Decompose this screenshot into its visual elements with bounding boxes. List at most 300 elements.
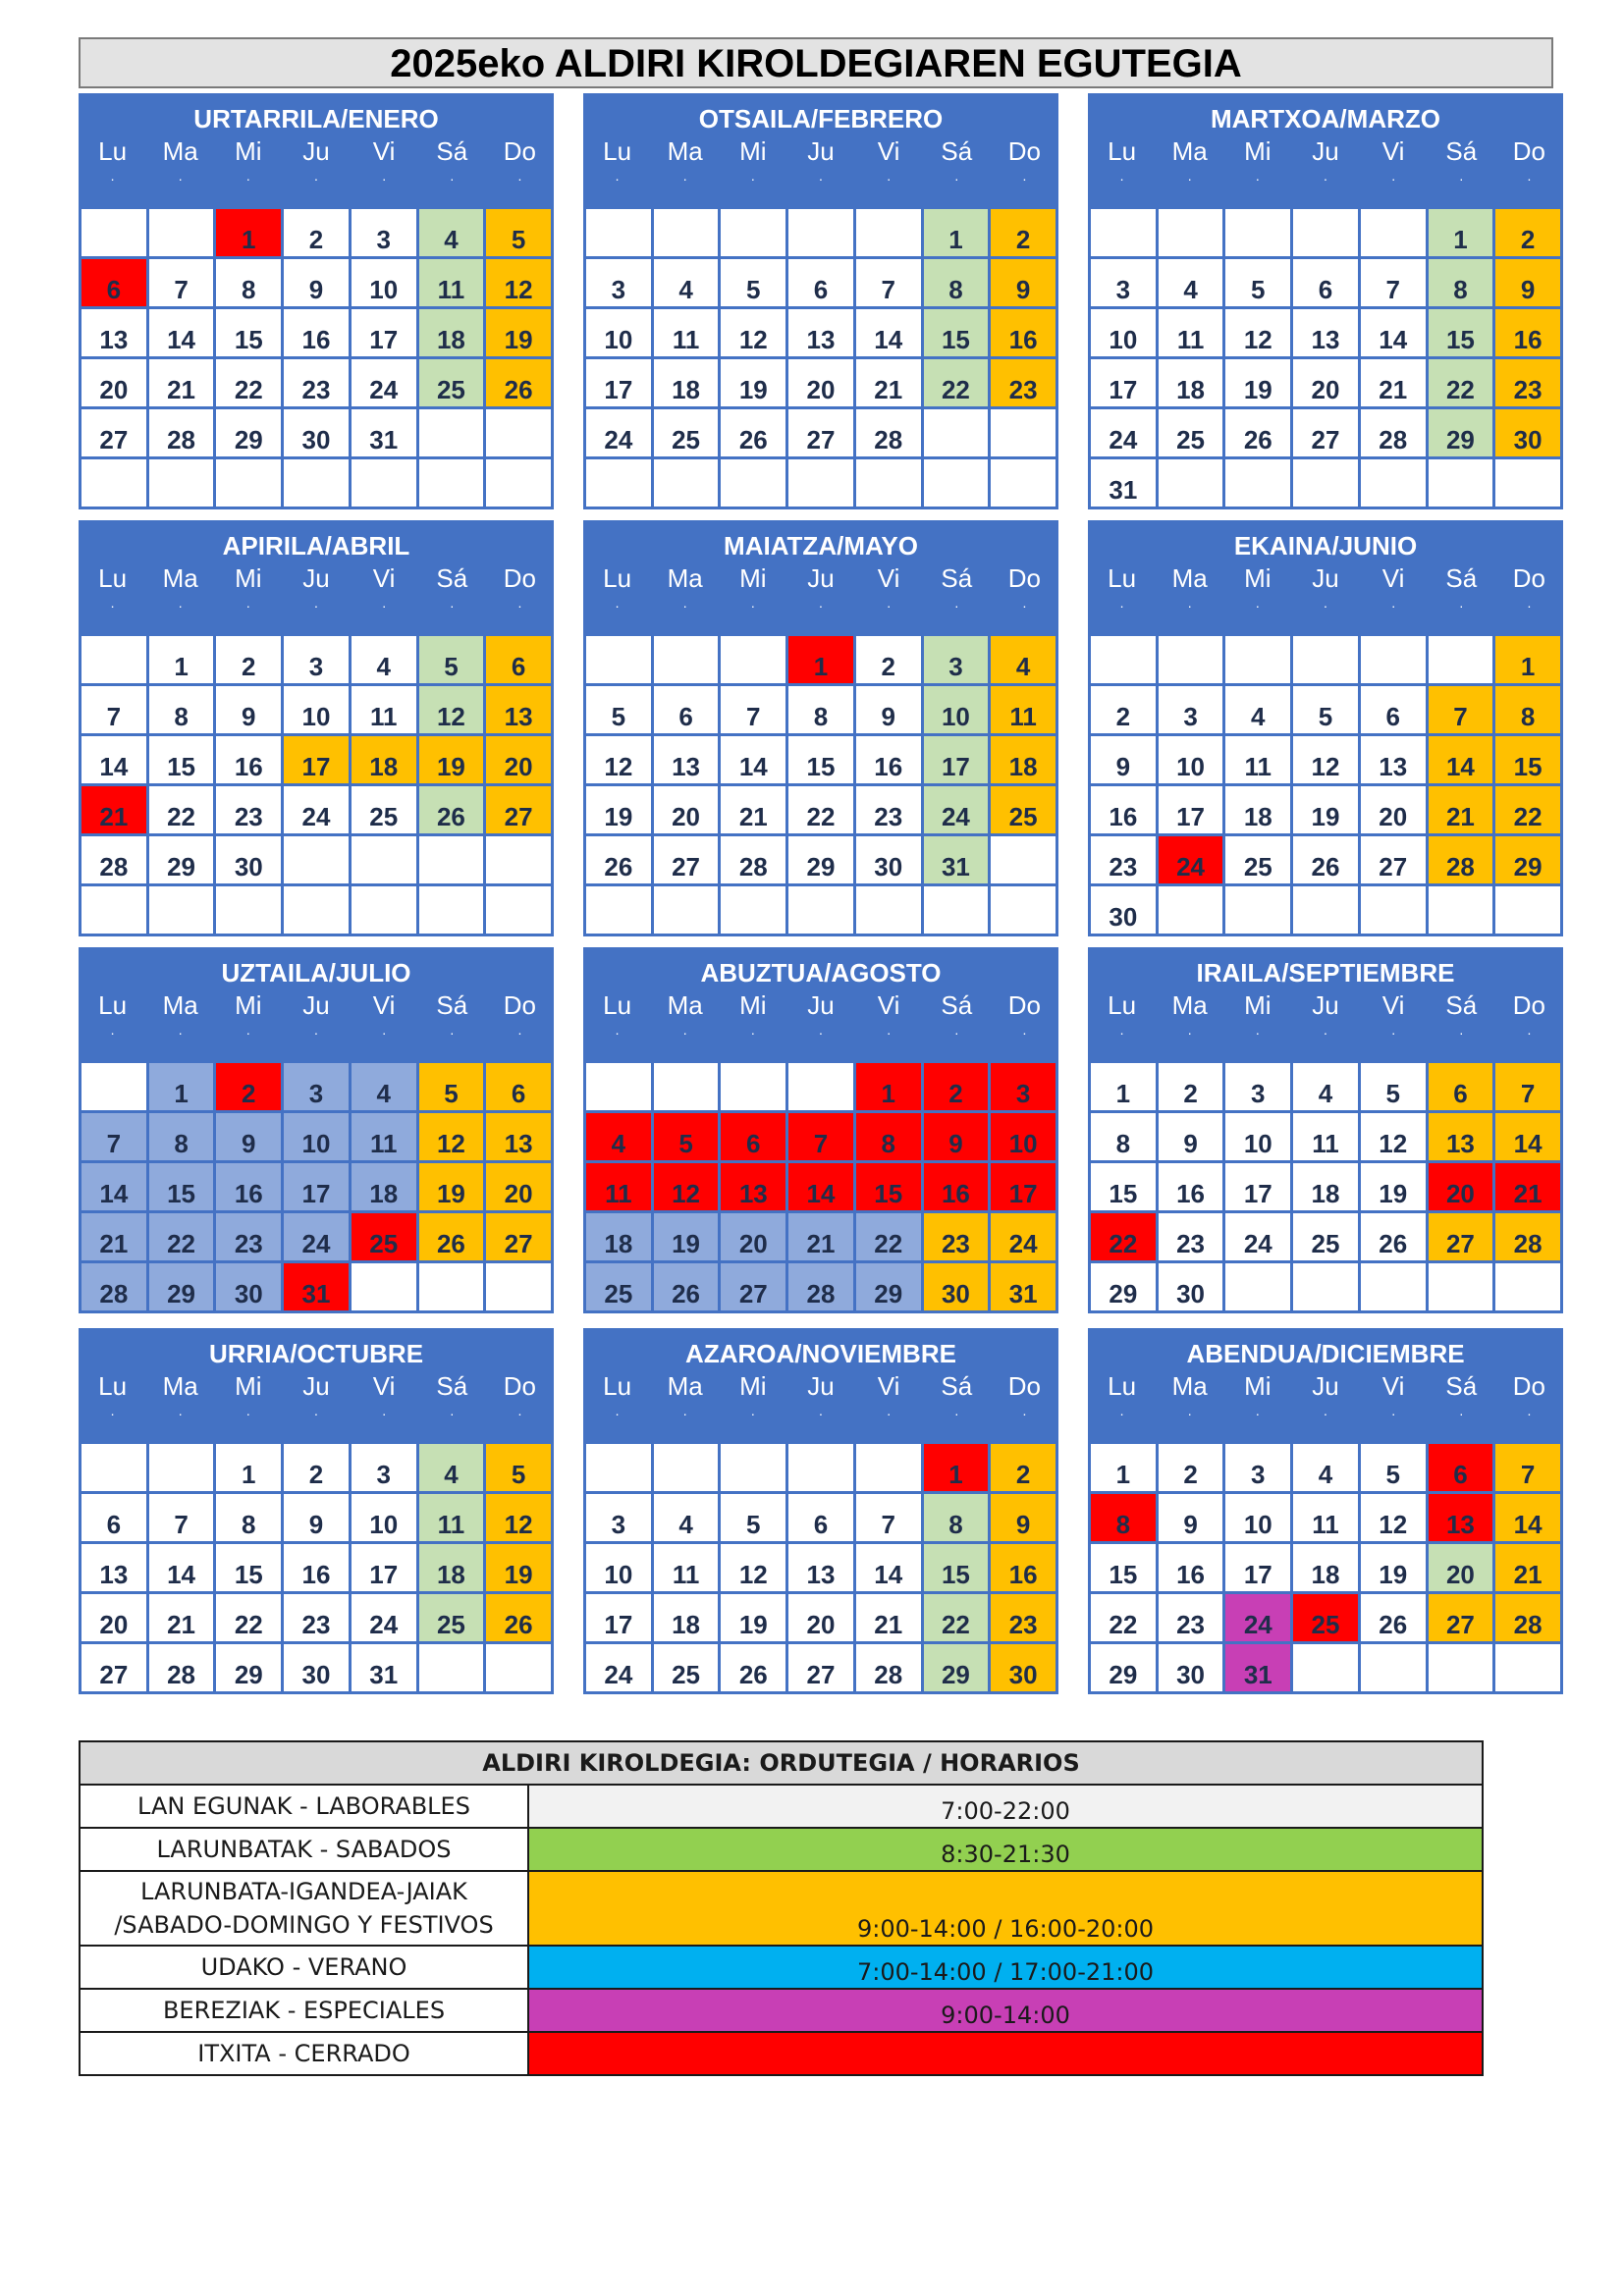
day-cell: 26 <box>721 1644 788 1694</box>
day-cell: 27 <box>788 409 856 459</box>
weekday-label: Lu <box>98 136 128 166</box>
day-cell: 24 <box>1225 1213 1293 1263</box>
weekday-label: Sá <box>1445 990 1478 1020</box>
day-cell: 6 <box>788 259 856 309</box>
weekday-label: Mi <box>1244 1371 1272 1401</box>
hours-label: LAN EGUNAK - LABORABLES <box>80 1785 528 1828</box>
month-name: MAIATZA/MAYO <box>724 531 918 561</box>
empty-cell <box>924 409 992 459</box>
day-cell: 16 <box>1091 786 1159 836</box>
day-cell: 28 <box>81 836 149 886</box>
day-cell: 26 <box>419 786 487 836</box>
weekday-dot: . <box>819 1403 823 1418</box>
empty-cell <box>586 209 654 259</box>
month-block <box>79 520 554 936</box>
day-cell: 11 <box>1293 1494 1361 1544</box>
day-cell: 28 <box>1495 1213 1563 1263</box>
weekday-label: Ma <box>162 1371 198 1401</box>
weekday-dot: . <box>1119 168 1124 184</box>
day-cell: 22 <box>924 359 992 409</box>
empty-cell <box>1361 209 1429 259</box>
weekday-label: Ju <box>807 990 835 1020</box>
day-cell: 19 <box>419 736 487 786</box>
day-cell: 24 <box>1091 409 1159 459</box>
day-cell: 31 <box>991 1263 1058 1313</box>
day-grid <box>79 1060 554 1313</box>
month-name: OTSAILA/FEBRERO <box>698 104 944 133</box>
day-cell: 18 <box>419 309 487 359</box>
day-cell: 7 <box>1361 259 1429 309</box>
month-block <box>1088 93 1563 509</box>
weekday-label: Lu <box>98 990 128 1020</box>
weekday-label: Ju <box>302 136 330 166</box>
weekday-dot: . <box>517 595 522 611</box>
empty-cell <box>654 636 722 686</box>
weekday-label: Vi <box>877 1371 900 1401</box>
day-cell: 4 <box>352 636 419 686</box>
month-name: APIRILA/ABRIL <box>222 531 410 561</box>
day-cell: 23 <box>216 1213 284 1263</box>
day-cell: 14 <box>81 736 149 786</box>
day-cell: 23 <box>1159 1213 1226 1263</box>
weekday-label: Do <box>1007 990 1042 1020</box>
day-cell: 29 <box>149 836 217 886</box>
day-cell: 1 <box>924 1444 992 1494</box>
day-cell: 6 <box>1429 1444 1496 1494</box>
day-cell: 9 <box>1091 736 1159 786</box>
weekday-label: Mi <box>739 990 767 1020</box>
day-cell: 25 <box>352 1213 419 1263</box>
hours-label: BEREZIAK - ESPECIALES <box>80 1989 528 2032</box>
weekday-label: Vi <box>1381 563 1405 593</box>
weekday-label: Sá <box>941 990 973 1020</box>
month-name: MARTXOA/MARZO <box>1211 104 1440 133</box>
empty-cell <box>419 459 487 509</box>
day-cell: 28 <box>1495 1594 1563 1644</box>
day-cell: 3 <box>284 1063 352 1113</box>
day-cell: 20 <box>486 736 554 786</box>
day-cell: 24 <box>1225 1594 1293 1644</box>
day-cell: 7 <box>856 1494 924 1544</box>
weekday-dot: . <box>887 168 892 184</box>
weekday-dot: . <box>1391 168 1396 184</box>
empty-cell <box>419 1263 487 1313</box>
month-name: URRIA/OCTUBRE <box>208 1339 424 1368</box>
day-cell: 19 <box>586 786 654 836</box>
day-cell: 16 <box>856 736 924 786</box>
day-cell: 28 <box>1361 409 1429 459</box>
weekday-label: Sá <box>941 136 973 166</box>
day-cell: 8 <box>924 1494 992 1544</box>
weekday-label: Do <box>1007 1371 1042 1401</box>
day-cell: 14 <box>1495 1494 1563 1544</box>
day-cell: 30 <box>284 409 352 459</box>
day-cell: 27 <box>1361 836 1429 886</box>
day-grid <box>79 1441 554 1694</box>
month-name: IRAILA/SEPTIEMBRE <box>1196 958 1455 988</box>
weekday-dot: . <box>819 168 823 184</box>
empty-cell <box>1091 636 1159 686</box>
empty-cell <box>1293 1263 1361 1313</box>
empty-cell <box>1361 459 1429 509</box>
day-cell: 25 <box>1293 1594 1361 1644</box>
weekday-dot: . <box>1527 1022 1532 1038</box>
month-block <box>79 93 554 509</box>
day-grid <box>583 206 1058 509</box>
day-cell: 10 <box>1225 1113 1293 1163</box>
empty-cell <box>1429 886 1496 936</box>
day-cell: 20 <box>81 1594 149 1644</box>
weekday-dot: . <box>1391 1403 1396 1418</box>
empty-cell <box>1293 209 1361 259</box>
day-cell: 19 <box>1293 786 1361 836</box>
day-cell: 17 <box>352 309 419 359</box>
weekday-row <box>583 136 1058 166</box>
day-cell: 12 <box>721 309 788 359</box>
day-cell: 3 <box>924 636 992 686</box>
day-grid <box>79 206 554 509</box>
day-cell: 27 <box>486 786 554 836</box>
month-header <box>79 1328 554 1441</box>
weekday-label: Ju <box>807 563 835 593</box>
day-cell: 2 <box>216 636 284 686</box>
day-cell: 8 <box>924 259 992 309</box>
hours-row-weekends-holidays <box>80 1871 1483 1946</box>
weekday-label: Do <box>503 990 537 1020</box>
day-cell: 8 <box>1091 1113 1159 1163</box>
day-cell: 10 <box>284 1113 352 1163</box>
day-cell: 13 <box>788 1544 856 1594</box>
empty-cell <box>352 1263 419 1313</box>
weekday-dot: . <box>750 1403 755 1418</box>
month-block <box>583 93 1058 509</box>
day-cell: 3 <box>1225 1063 1293 1113</box>
empty-cell <box>991 409 1058 459</box>
weekday-label: Ma <box>1171 136 1208 166</box>
weekday-label: Mi <box>1244 136 1272 166</box>
day-cell: 14 <box>149 1544 217 1594</box>
day-cell: 27 <box>721 1263 788 1313</box>
day-cell: 24 <box>352 1594 419 1644</box>
hours-row-special <box>80 1989 1483 2032</box>
weekday-label: Sá <box>436 1371 468 1401</box>
day-cell: 30 <box>284 1644 352 1694</box>
weekday-dot: . <box>954 168 959 184</box>
day-cell: 8 <box>216 259 284 309</box>
empty-cell <box>81 1063 149 1113</box>
empty-cell <box>352 886 419 936</box>
day-cell: 29 <box>1091 1263 1159 1313</box>
day-cell: 3 <box>1091 259 1159 309</box>
day-cell: 18 <box>419 1544 487 1594</box>
day-cell: 23 <box>216 786 284 836</box>
weekday-label: Ju <box>1312 990 1339 1020</box>
weekday-label: Ma <box>162 136 198 166</box>
weekday-label: Lu <box>603 136 632 166</box>
day-cell: 11 <box>1293 1113 1361 1163</box>
day-cell: 2 <box>1159 1444 1226 1494</box>
empty-cell <box>788 1063 856 1113</box>
weekday-dot: . <box>314 595 318 611</box>
day-cell: 26 <box>419 1213 487 1263</box>
day-cell: 2 <box>991 209 1058 259</box>
day-cell: 24 <box>284 1213 352 1263</box>
weekday-label: Vi <box>877 990 900 1020</box>
weekday-dot: . <box>178 1022 183 1038</box>
empty-cell <box>1225 886 1293 936</box>
weekday-dot: . <box>1022 1022 1027 1038</box>
weekday-dot: . <box>314 1022 318 1038</box>
weekday-dot: . <box>750 168 755 184</box>
weekday-label: Vi <box>1381 990 1405 1020</box>
empty-cell <box>1429 1644 1496 1694</box>
weekday-label: Ju <box>302 990 330 1020</box>
day-cell: 3 <box>991 1063 1058 1113</box>
weekday-dot: . <box>1022 168 1027 184</box>
day-cell: 21 <box>81 1213 149 1263</box>
empty-cell <box>856 209 924 259</box>
empty-cell <box>486 886 554 936</box>
weekday-label: Sá <box>1445 563 1478 593</box>
empty-cell <box>486 1263 554 1313</box>
day-cell: 8 <box>1495 686 1563 736</box>
weekday-dot: . <box>1459 1403 1464 1418</box>
day-cell: 1 <box>788 636 856 686</box>
weekday-row <box>1088 563 1563 593</box>
day-cell: 13 <box>1429 1494 1496 1544</box>
day-grid <box>583 633 1058 936</box>
empty-cell <box>924 886 992 936</box>
empty-cell <box>1361 636 1429 686</box>
day-cell: 4 <box>419 209 487 259</box>
weekday-label: Ju <box>807 1371 835 1401</box>
empty-cell <box>284 836 352 886</box>
day-cell: 9 <box>216 686 284 736</box>
day-cell: 12 <box>721 1544 788 1594</box>
weekday-dot: . <box>954 595 959 611</box>
weekday-label: Sá <box>941 1371 973 1401</box>
day-cell: 10 <box>352 259 419 309</box>
weekday-dot: . <box>1324 595 1327 611</box>
day-cell: 18 <box>352 1163 419 1213</box>
day-cell: 2 <box>284 209 352 259</box>
day-cell: 29 <box>1091 1644 1159 1694</box>
weekday-label: Ju <box>1312 1371 1339 1401</box>
month-block <box>1088 947 1563 1313</box>
weekday-dot: . <box>1187 1022 1192 1038</box>
day-cell: 9 <box>284 259 352 309</box>
day-cell: 4 <box>1293 1444 1361 1494</box>
weekday-dot: . <box>450 168 455 184</box>
day-cell: 30 <box>216 1263 284 1313</box>
weekday-dot: . <box>1324 1403 1327 1418</box>
day-cell: 23 <box>1495 359 1563 409</box>
day-cell: 28 <box>81 1263 149 1313</box>
empty-cell <box>486 836 554 886</box>
day-cell: 1 <box>1429 209 1496 259</box>
day-cell: 5 <box>721 1494 788 1544</box>
day-cell: 11 <box>1225 736 1293 786</box>
day-cell: 18 <box>1225 786 1293 836</box>
month-block <box>1088 1328 1563 1694</box>
day-cell: 15 <box>788 736 856 786</box>
day-cell: 21 <box>1495 1544 1563 1594</box>
day-cell: 19 <box>486 1544 554 1594</box>
empty-cell <box>856 1444 924 1494</box>
day-cell: 22 <box>1495 786 1563 836</box>
day-cell: 26 <box>1361 1213 1429 1263</box>
day-cell: 29 <box>216 1644 284 1694</box>
month-name: ABUZTUA/AGOSTO <box>700 958 942 988</box>
day-cell: 19 <box>721 1594 788 1644</box>
day-cell: 6 <box>721 1113 788 1163</box>
day-cell: 15 <box>149 736 217 786</box>
empty-cell <box>1361 1644 1429 1694</box>
day-cell: 4 <box>1293 1063 1361 1113</box>
weekday-dot-row <box>1088 1020 1563 1040</box>
weekday-label: Ma <box>1171 1371 1208 1401</box>
day-cell: 3 <box>586 1494 654 1544</box>
day-cell: 18 <box>1293 1544 1361 1594</box>
weekday-label: Mi <box>235 563 262 593</box>
empty-cell <box>1293 1644 1361 1694</box>
day-cell: 1 <box>1495 636 1563 686</box>
day-cell: 16 <box>924 1163 992 1213</box>
hours-label: ITXITA - CERRADO <box>80 2032 528 2075</box>
day-cell: 17 <box>1159 786 1226 836</box>
day-cell: 21 <box>788 1213 856 1263</box>
weekday-dot: . <box>245 168 250 184</box>
month-header <box>583 93 1058 206</box>
day-cell: 1 <box>1091 1444 1159 1494</box>
empty-cell <box>149 886 217 936</box>
weekday-dot: . <box>1527 168 1532 184</box>
day-cell: 30 <box>856 836 924 886</box>
empty-cell <box>1225 209 1293 259</box>
day-cell: 26 <box>1361 1594 1429 1644</box>
weekday-dot: . <box>954 1403 959 1418</box>
weekday-label: Vi <box>1381 1371 1405 1401</box>
weekday-dot-row <box>583 593 1058 613</box>
day-cell: 26 <box>1293 836 1361 886</box>
day-cell: 15 <box>216 309 284 359</box>
day-cell: 5 <box>1361 1444 1429 1494</box>
weekday-label: Lu <box>603 1371 632 1401</box>
weekday-label: Vi <box>372 136 396 166</box>
month-name: URTARRILA/ENERO <box>193 104 439 133</box>
empty-cell <box>924 459 992 509</box>
day-cell: 7 <box>788 1113 856 1163</box>
day-cell: 13 <box>1429 1113 1496 1163</box>
day-cell: 17 <box>284 1163 352 1213</box>
day-cell: 10 <box>352 1494 419 1544</box>
weekday-label: Lu <box>1108 136 1137 166</box>
weekday-dot: . <box>1187 595 1192 611</box>
day-cell: 7 <box>1429 686 1496 736</box>
day-cell: 18 <box>991 736 1058 786</box>
day-cell: 31 <box>352 1644 419 1694</box>
day-cell: 22 <box>788 786 856 836</box>
day-cell: 9 <box>856 686 924 736</box>
day-cell: 20 <box>81 359 149 409</box>
weekday-dot: . <box>382 1403 387 1418</box>
weekday-dot: . <box>1119 595 1124 611</box>
month-block <box>583 1328 1058 1694</box>
day-cell: 10 <box>1159 736 1226 786</box>
empty-cell <box>486 1644 554 1694</box>
empty-cell <box>149 1444 217 1494</box>
day-cell: 17 <box>1225 1544 1293 1594</box>
weekday-label: Lu <box>98 563 128 593</box>
weekday-dot: . <box>682 1022 687 1038</box>
day-cell: 20 <box>1293 359 1361 409</box>
day-cell: 9 <box>991 259 1058 309</box>
day-cell: 4 <box>1159 259 1226 309</box>
day-cell: 13 <box>81 309 149 359</box>
month-header <box>79 520 554 633</box>
weekday-label: Mi <box>739 136 767 166</box>
day-cell: 15 <box>856 1163 924 1213</box>
weekday-label: Ma <box>162 563 198 593</box>
day-cell: 31 <box>1225 1644 1293 1694</box>
day-cell: 29 <box>216 409 284 459</box>
weekday-label: Lu <box>1108 1371 1137 1401</box>
month-header <box>1088 947 1563 1060</box>
day-cell: 8 <box>788 686 856 736</box>
weekday-label: Lu <box>1108 990 1137 1020</box>
day-cell: 9 <box>991 1494 1058 1544</box>
day-cell: 5 <box>721 259 788 309</box>
day-cell: 31 <box>1091 459 1159 509</box>
weekday-dot: . <box>450 595 455 611</box>
empty-cell <box>654 1444 722 1494</box>
month-header <box>1088 520 1563 633</box>
weekday-dot: . <box>314 1403 318 1418</box>
day-cell: 9 <box>284 1494 352 1544</box>
day-cell: 11 <box>1159 309 1226 359</box>
empty-cell <box>788 1444 856 1494</box>
day-cell: 20 <box>1429 1163 1496 1213</box>
day-cell: 30 <box>216 836 284 886</box>
weekday-dot: . <box>1391 595 1396 611</box>
month-header <box>1088 1328 1563 1441</box>
day-cell: 8 <box>1429 259 1496 309</box>
day-cell: 16 <box>216 736 284 786</box>
day-cell: 10 <box>1091 309 1159 359</box>
day-cell: 5 <box>1361 1063 1429 1113</box>
empty-cell <box>1225 459 1293 509</box>
weekday-label: Ju <box>302 1371 330 1401</box>
day-cell: 7 <box>1495 1063 1563 1113</box>
day-cell: 7 <box>856 259 924 309</box>
day-cell: 1 <box>856 1063 924 1113</box>
weekday-dot: . <box>750 1022 755 1038</box>
day-cell: 4 <box>654 259 722 309</box>
weekday-label: Ma <box>667 990 703 1020</box>
day-cell: 20 <box>486 1163 554 1213</box>
month-header <box>1088 93 1563 206</box>
weekday-dot-row <box>79 1020 554 1040</box>
day-cell: 12 <box>654 1163 722 1213</box>
empty-cell <box>721 209 788 259</box>
day-cell: 8 <box>149 686 217 736</box>
day-cell: 12 <box>419 686 487 736</box>
weekday-label: Mi <box>235 136 262 166</box>
weekday-dot-row <box>583 166 1058 186</box>
weekday-dot: . <box>1022 1403 1027 1418</box>
day-cell: 17 <box>1091 359 1159 409</box>
hours-row-closed <box>80 2032 1483 2075</box>
